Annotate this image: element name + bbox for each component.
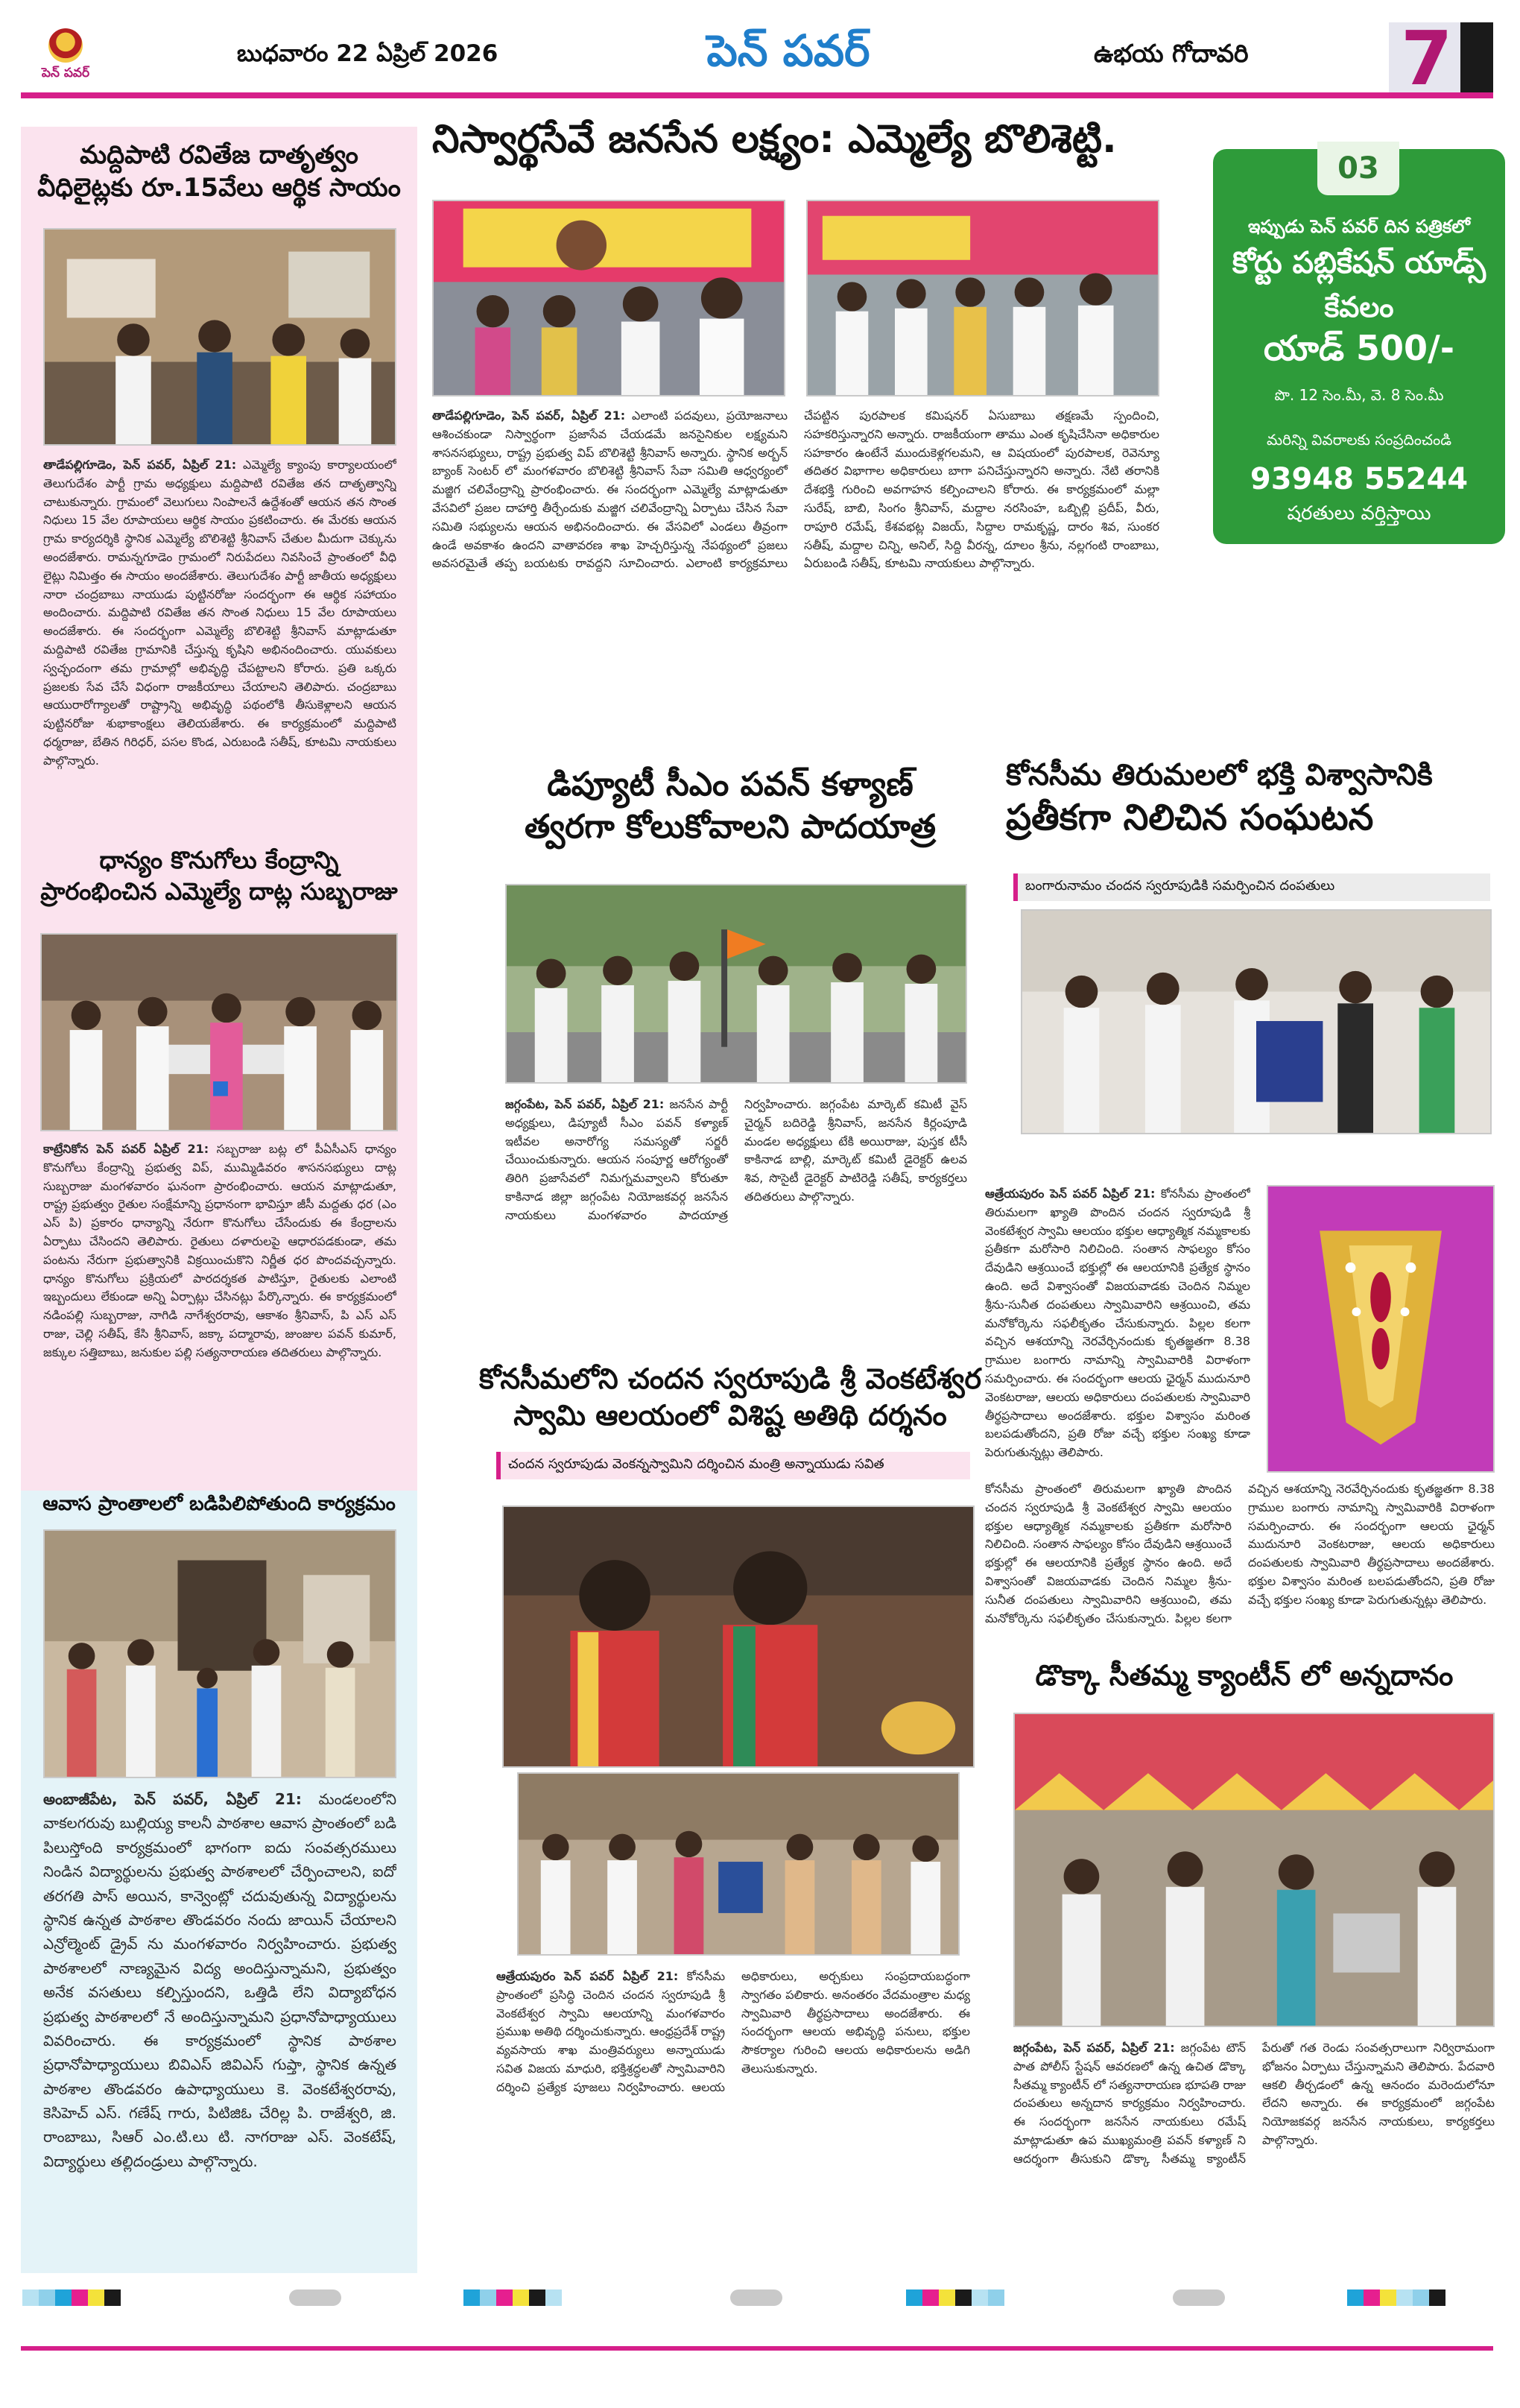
ad-terms: షరతులు వర్తిస్తాయి — [1287, 502, 1431, 525]
dateline: కాట్రేనికోన పెన్ పవర్ ఏప్రిల్ 21: — [43, 1142, 209, 1156]
page-number: 7 — [1401, 15, 1453, 102]
dateline: జగ్గంపేట, పెన్ పవర్, ఏప్రిల్ 21: — [505, 1097, 665, 1111]
left-article1-body — [43, 456, 396, 838]
logo-text: పెన్ పవర్ — [41, 66, 90, 80]
ad-title: కోర్టు పబ్లికేషన్ యాడ్స్ — [1232, 246, 1486, 280]
article-text: ఎమ్మెల్యే క్యాంపు కార్యాలయంలో తెలుగుదేశం పార్టీ గ్రామ అధ్యక్షులు మద్దిపాటి రవితేజ తన దాతృత్వాన్ని చాటుకున్నారు. గ్రామంలో వెలుగులు నింపాలనే ఉద్దేశంతో ఆయన తన సొంత నిధులు 15 వేల రూపాయలు ఆర్థిక సాయం ప్రకటించారు. ఈ మేరకు ఆయన గ్రామ కార్యదర్శికి స్థానిక ఎమ్మెల్యే బొలిశెట్టి శ్రీనివాస్ చేతుల మీదుగా చెక్కును అందజేశారు. రామన్నగూడెం గ్రామంలో నిరుపేదలు నివసించే ప్రాంతంలో వీధి లైట్లు నిమిత్తం ఈ సాయం అందజేశారు. తెలుగుదేశం పార్టీ జాతీయ అధ్యక్షులు నారా చంద్రబాబు నాయుడు పుట్టినరోజు సందర్భంగా ఈ ఆర్థిక సహాయం అందించారు. మద్దిపాటి రవితేజ తన సొంత నిధులు 15 వేల రూపాయలు అందజేశారు. ఈ సందర్భంగా ఎమ్మెల్యే బొలిశెట్టి శ్రీనివాస్ మాట్లాడుతూ మద్దిపాటి రవితేజ గ్రామానికి చేస్తున్న కృషిని అభినందించారు. యువకులు స్వచ్ఛందంగా తమ గ్రామాల్లో అభివృద్ధి చేపట్టాలని కోరారు. ప్రతి ఒక్కరు ప్రజలకు సేవ చేసే విధంగా రాజకీయాలు చేయాలని తెలిపారు. చంద్రబాబు ఆయురారోగ్యాలతో రాష్ట్రాన్ని అభివృద్ధి పథంలోకి తీసుకెళ్లాలని ఆయన పుట్టినరోజు శుభాకాంక్షలు తెలియజేశారు. ఈ కార్యక్రమంలో మద్దిపాటి ధర్మరాజు, బేతిన గిరిధర్, పసల కొండ, ఎరుబండి సతీష్, కూటమి నాయకులు పాల్గొన్నారు. — [43, 458, 396, 768]
lead-photo-left — [432, 200, 785, 396]
right-article2-body — [1013, 2039, 1495, 2267]
left-article3-headline: ఆవాస ప్రాంతాలలో బడిపిలిపోతుంది కార్యక్రమం — [42, 1493, 396, 1515]
middle-article1-photo — [505, 884, 967, 1084]
article-text: కోనసీమ ప్రాంతంలో ప్రసిద్ధి చెందిన చందన స్వరూపుడి శ్రీ వెంకటేశ్వర స్వామి ఆలయాన్ని మంగళవారం ప్రముఖ అతిథి దర్శించుకున్నారు. ఆంధ్రప్రదేశ్ రాష్ట్ర వ్యవసాయ శాఖ మంత్రివర్యులు అన్నాయుడు సవిత విజయ మాధురి, భక్తిశ్రద్ధలతో స్వామివారిని దర్శించి ప్రత్యేక పూజలు నిర్వహించారు. ఆలయ అధికారులు, అర్చకులు సంప్రదాయబద్ధంగా స్వాగతం పలికారు. అనంతరం వేదమంత్రాల మధ్య స్వామివారి తీర్థప్రసాదాలు అందజేశారు. ఈ సందర్భంగా ఆలయ అభివృద్ధి పనులు, భక్తుల సౌకర్యాల గురించి ఆలయ అధికారులను అడిగి తెలుసుకున్నారు. — [496, 1969, 970, 2094]
dateline: జగ్గంపేట, పెన్ పవర్, ఏప్రిల్ 21: — [1013, 2041, 1175, 2055]
right-article1-caption: బంగారునామం చందన స్వరూపుడికి సమర్పించిన దంపతులు — [1013, 873, 1490, 901]
left-article2-headline — [30, 845, 408, 907]
headline-line: త్వరగా కోలుకోవాలని పాదయాత్ర — [524, 808, 937, 847]
article-text: జనసేన పార్టీ అధ్యక్షులు, డిప్యూటీ సీఎం పవన్ కళ్యాణ్ ఇటీవల అనారోగ్య సమస్యతో సర్జరీ చేయించుకున్నారు. ఆయన సంపూర్ణ ఆరోగ్యంతో తిరిగి ప్రజాసేవలో నిమగ్నమవ్వాలని కోరుతూ కాకినాడ జిల్లా జగ్గంపేట నియోజకవర్గ జనసేన నాయకులు మంగళవారం పాదయాత్ర నిర్వహించారు. జగ్గంపేట మార్కెట్ కమిటీ వైస్ చైర్మన్ బదిరెడ్డి శ్రీనివాస్, జనసేన కిర్లంపూడి మండల అధ్యక్షులు టేకి అయిరాజు, పుస్తక టీసీ కాకినాడ బాల్లి, మార్కెట్ కమిటీ డైరెక్టర్ ఉలవ శివ, సొసైటీ డైరెక్టర్ పాటిరెడ్డి సతీష్, కార్యకర్తలు తదితరులు పాల్గొన్నారు. — [505, 1097, 967, 1222]
dateline: తాడేపల్లిగూడెం, పెన్ పవర్, ఏప్రిల్ 21: — [43, 458, 237, 472]
headline-line: మద్దిపాటి రవితేజ దాతృత్వం — [80, 140, 358, 170]
color-registration-bar — [463, 2290, 562, 2306]
bottom-rule — [21, 2346, 1493, 2351]
headline-line: డిప్యూటీ సీఎం పవన్ కళ్యాణ్ — [547, 765, 913, 803]
article-text: ఎలాంటి పదవులు, ప్రయోజనాలు ఆశించకుండా నిస్వార్థంగా ప్రజాసేవ చేయడమే జనసైనికుల లక్ష్యమని శాసనసభ్యులు, రాష్ట్ర ప్రభుత్వ విప్ బొలిశెట్టి శ్రీనివాస్ అన్నారు. స్థానిక అర్బన్ బ్యాంక్ సెంటర్ లో మంగళవారం బొలిశెట్టి శ్రీనివాస్ సేవా సమితి ఆధ్వర్యంలో మజ్జిగ చలివేంద్రాన్ని ప్రారంభించారు. ఈ సందర్భంగా ఎమ్మెల్యే మాట్లాడుతూ వేసవిలో ప్రజల దాహార్తి తీర్చేందుకు మజ్జిగ చలివేంద్రాన్ని ఏర్పాటు చేసిన సేవా సమితి సభ్యులను ఆయన అభినందించారు. ఈ వేసవిలో ఎండలు తీవ్రంగా ఉండే అవకాశం ఉందని వాతావరణ శాఖ హెచ్చరిస్తున్న నేపథ్యంలో ప్రజలు అవసరమైతే తప్ప బయటకు రావద్దని సూచించారు. ఎలాంటి కార్యక్రమాలు చేపట్టిన పురపాలక కమిషనర్ ఏసుబాబు తక్షణమే స్పందించి, సహకరిస్తున్నారని అన్నారు. రాజకీయంగా తాము ఎంత కృషిచేసినా అధికారుల సహకారం ఉంటేనే ముందుకెళ్లగలమని, ఆ విషయంలో పురపాలక, రెవెన్యూ తదితర విభాగాల అధికారులు బాగా పనిచేస్తున్నారని అన్నారు. నేటి తరానికి దేశభక్తి గురించి అవగాహన కల్పించాలని కోరారు. ఈ కార్యక్రమంలో మల్లా సురేష్, బాబి, సింగం శ్రీనివాస్, మద్దాల నరసింహ, ఒబ్బిల్లి ప్రదీప్, వీరు, రాపూరి రమేష్, కేశవభట్ల విజయ్, సిద్దాల రామకృష్ణ, దారం శివ, సుంకర సతీష్, మద్దాల చిన్ని, అనిల్, సిద్ది వీరన్న, దూలం శ్రీను, నల్లగంటి రాంబాబు, ఏరుబండి సతీష్, కూటమి నాయకులు పాల్గొన్నారు. — [432, 408, 1159, 571]
middle-article2-caption: చందన స్వరూపుడు వెంకన్నస్వామిని దర్శించిన మంత్రి అన్నాయుడు సవిత — [496, 1452, 970, 1479]
brand-title: పెన్ పవర్ — [706, 25, 870, 76]
headline-line: ప్రతీకగా నిలిచిన సంఘటన — [1006, 797, 1374, 838]
page-number-bar — [1460, 22, 1493, 92]
right-article2-headline: డొక్కా సీతమ్మ క్యాంటీన్ లో అన్నదానం — [1035, 1659, 1454, 1692]
masthead — [21, 15, 1493, 102]
lead-body — [432, 407, 1159, 723]
ad-size: పొ. 12 సెం.మీ, వె. 8 సెం.మీ — [1274, 386, 1444, 404]
ad-price: యాడ్ 500/- — [1264, 328, 1454, 368]
court-publication-ad — [1213, 149, 1505, 544]
article-text: కోనసీమ ప్రాంతంలో తిరుమలగా ఖ్యాతి పొందిన చందన స్వరూపుడి శ్రీ వెంకటేశ్వర స్వామి ఆలయం భక్తుల ఆధ్యాత్మిక నమ్మకాలకు ప్రతీకగా మరోసారి నిలిచింది. సంతాన సాఫల్యం కోసం దేవుడిని ఆశ్రయించే భక్తుల్లో ఈ ఆలయానికి ప్రత్యేక స్థానం ఉంది. అదే విశ్వాసంతో విజయవాడకు చెందిన నిమ్మల శ్రీను-సునీత దంపతులు స్వామివారిని ఆశ్రయించి, తమ మనోకోర్కెను సఫలీకృతం చేసుకున్నారు. పిల్లల కలగా వచ్చిన ఆశయాన్ని నెరవేర్చినందుకు కృతజ్ఞతగా 8.38 గ్రాముల బంగారు నామాన్ని స్వామివారికి విరాళంగా సమర్పించారు. ఈ సందర్భంగా ఆలయ ఛైర్మన్ ముదునూరి వెంకటరాజు, ఆలయ అధికారులు దంపతులకు స్వామివారి తీర్థప్రసాదాలు అందజేశారు. భక్తుల విశ్వాసం మరింత బలపడుతోందని, ప్రతి రోజు వచ్చే భక్తుల సంఖ్య కూడా పెరుగుతున్నట్లు తెలిపారు. — [985, 1186, 1250, 1460]
headline-line: కోనసీమ తిరుమలలో భక్తి విశ్వాసానికి — [1006, 758, 1433, 792]
left-article3-photo — [43, 1529, 396, 1778]
color-registration-bar — [1347, 2290, 1445, 2306]
article-text: సబ్బరాజు బట్ల లో పీఏసీఎస్ ధాన్యం కొనుగోలు కేంద్రాన్ని ప్రభుత్వ విప్, ముమ్మిడివరం శాసనసభ్యులు దాట్ల సుబ్బరాజు మంగళవారం ఘనంగా ప్రారంభించారు. ఆయన మాట్లాడుతూ, రాష్ట్ర ప్రభుత్వం రైతుల సంక్షేమాన్ని ప్రధానంగా భావిస్తూ జీసీ మద్దతు ధర (ఎం ఎస్ పి) ప్రకారం ధాన్యాన్ని నేరుగా కొనుగోలు చేసేందుకు ఈ కేంద్రాలను ఏర్పాటు చేసిందని తెలిపారు. రైతులు దళారులపై ఆధారపడకుండా, తమ పంటను నేరుగా ప్రభుత్వానికి విక్రయించుకొని నిర్ణీత ధర పొందవచ్చన్నారు. ధాన్యం కొనుగోలు ప్రక్రియలో పారదర్శకత పాటిస్తూ, రైతులకు ఎలాంటి ఇబ్బందులు లేకుండా అన్ని ఏర్పాట్లు చేసినట్లు పేర్కొన్నారు. ఈ కార్యక్రమంలో నడింపల్లి సుబ్బరాజు, నాగిడి నాగేశ్వరరావు, ఆకాశం శ్రీనివాస్, పి ఎస్ ఎస్ రాజు, చెల్లి సతీష్, కేసి శ్రీనివాస్, జక్కా పద్మారావు, జుంజుల పవన్ కుమార్, జక్కుల సత్తిబాబు, జనుకుల పల్లి సత్యనారాయణ తదితరులు పాల్గొన్నారు. — [43, 1142, 396, 1359]
headline-line: ప్రారంభించిన ఎమ్మెల్యే దాట్ల సుబ్బరాజు — [40, 876, 398, 906]
headline-line: ధాన్యం కొనుగోలు కేంద్రాన్ని — [99, 846, 339, 874]
color-registration-bar — [22, 2290, 121, 2306]
right-article1-photo-top — [1021, 909, 1492, 1134]
middle-article1-body — [505, 1096, 967, 1365]
right-article1-body — [985, 1185, 1250, 1468]
right-article2-photo — [1013, 1713, 1495, 2027]
ad-only-label: కేవలం — [1324, 291, 1394, 323]
left-article1-photo — [43, 228, 396, 446]
issue-date: బుధవారం 22 ఏప్రిల్ 2026 — [237, 40, 498, 67]
middle-article2-headline — [477, 1361, 984, 1435]
color-registration-bar — [906, 2290, 1004, 2306]
headline-line: స్వామి ఆలయంలో విశిష్ట అతిథి దర్శనం — [513, 1399, 947, 1432]
newspaper-logo — [25, 28, 106, 91]
left-article3-body — [43, 1787, 396, 2264]
lead-photo-right — [806, 200, 1159, 396]
left-article2-photo — [40, 933, 398, 1131]
emblem-icon — [48, 28, 83, 63]
registration-mark — [289, 2290, 341, 2306]
article-text: మండలంలోని వాకలగరువు బుల్లియ్య కాలనీ పాఠశాల ఆవాస ప్రాంతంలో బడి పిలుస్తోంది కార్యక్రమంలో భాగంగా ఐదు సంవత్సరములు నిండిన విద్యార్థులను ప్రభుత్వ పాఠశాలలో చేర్పించాలని, ఐదో తరగతి పాస్ అయిన, కాన్వెంట్లో చదువుతున్న విద్యార్థులను స్థానిక ఉన్నత పాఠశాల తొండవరం నందు జాయిన్ చేయాలని ఎన్రోల్మెంట్ డ్రైవ్ ను మంగళవారం నిర్వహించారు. ప్రభుత్వ పాఠశాలలో నాణ్యమైన విద్య అందిస్తున్నామని, ప్రభుత్వం అనేక వసతులు కల్పిస్తుందని, ఒత్తిడి లేని విద్యాబోధన ప్రభుత్వ పాఠశాలలో నే అందిస్తున్నామని ప్రధానోపాధ్యాయులు వివరించారు. ఈ కార్యక్రమంలో స్థానిక పాఠశాల ప్రధానోపాధ్యాయులు బివిఎస్ జివిఎస్ గుప్తా, స్థానిక ఉన్నత పాఠశాల తొండవరం ఉపాధ్యాయులు కె. వెంకటేశ్వరరావు, కెసిహెచ్ ఎస్. గణేష్ గారు, పిటిజిఓ చేరిల్ల పి. రాజేశ్వరి, జి. రాంబాబు, సిఆర్ ఎం.టి.లు టి. నాగరాజు ఎస్. వెంకటేష్, విద్యార్థులు తల్లిదండ్రులు పాల్గొన్నారు. — [43, 1790, 396, 2170]
left-article1-headline — [30, 139, 408, 204]
dateline: అంబాజీపేట, పెన్ పవర్, ఏప్రిల్ 21: — [43, 1790, 302, 1808]
dateline: ఆత్రేయపురం పెన్ పవర్ ఏప్రిల్ 21: — [985, 1186, 1156, 1201]
article-text: జగ్గంపేట టౌన్ పాత పోలీస్ స్టేషన్ ఆవరణలో ఉన్న ఉచిత డొక్కా సీతమ్మ క్యాంటీన్ లో సత్యనారాయణ భూపతి రాజు దంపతులు అన్నదాన కార్యక్రమం నిర్వహించారు. ఈ సందర్భంగా జనసేన నాయకులు రమేష్ మాట్లాడుతూ ఉప ముఖ్యమంత్రి పవన్ కళ్యాణ్ ని ఆదర్శంగా తీసుకుని డొక్కా సీతమ్మ క్యాంటీన్ పేరుతో గత రెండు సంవత్సరాలుగా నిర్విరామంగా భోజనం ఏర్పాటు చేస్తున్నామని తెలిపారు. పేదవారి ఆకలి తీర్చడంలో ఉన్న ఆనందం మరెందులోనూ లేదని అన్నారు. ఈ కార్యక్రమంలో జగ్గంపేట నియోజకవర్గ జనసేన నాయకులు, కార్యకర్తలు పాల్గొన్నారు. — [1013, 2041, 1495, 2166]
right-article1-body-continued — [985, 1480, 1495, 1647]
ad-phone-number: 93948 55244 — [1250, 462, 1469, 496]
edition-region: ఉభయ గోదావరి — [1094, 39, 1249, 68]
middle-article2-body — [496, 1968, 970, 2266]
registration-mark — [730, 2290, 782, 2306]
middle-article2-photo-top — [502, 1505, 975, 1768]
middle-article1-headline — [477, 763, 984, 848]
lead-headline: నిస్వార్థసేవే జనసేన లక్ష్యం: ఎమ్మెల్యే బొలిశెట్టి. — [432, 117, 1117, 162]
left-article2-body — [43, 1140, 396, 1468]
page-number-box — [1389, 15, 1493, 102]
ad-number-badge: 03 — [1317, 142, 1399, 195]
ad-contact-label: మరిన్ని వివరాలకు సంప్రదించండి — [1266, 431, 1452, 449]
headline-line: వీధిలైట్లకు రూ.15వేలు ఆర్థిక సాయం — [37, 173, 401, 203]
right-article1-gold-namam-photo — [1267, 1185, 1495, 1473]
headline-line: కోనసీమలోని చందన స్వరూపుడి శ్రీ వెంకటేశ్వర — [478, 1362, 982, 1395]
ad-intro: ఇప్పుడు పెన్ పవర్ దిన పత్రికలో — [1247, 216, 1471, 237]
right-article1-headline — [1006, 756, 1498, 841]
registration-mark — [1173, 2290, 1225, 2306]
dateline: ఆత్రేయపురం పెన్ పవర్ ఏప్రిల్ 21: — [496, 1969, 679, 1983]
dateline: తాడేపల్లిగూడెం, పెన్ పవర్, ఏప్రిల్ 21: — [432, 408, 626, 423]
article-text-continued: కోనసీమ ప్రాంతంలో తిరుమలగా ఖ్యాతి పొందిన చందన స్వరూపుడి శ్రీ వెంకటేశ్వర స్వామి ఆలయం భక్తుల ఆధ్యాత్మిక నమ్మకాలకు ప్రతీకగా మరోసారి నిలిచింది. సంతాన సాఫల్యం కోసం దేవుడిని ఆశ్రయించే భక్తుల్లో ఈ ఆలయానికి ప్రత్యేక స్థానం ఉంది. అదే విశ్వాసంతో విజయవాడకు చెందిన నిమ్మల శ్రీను-సునీత దంపతులు స్వామివారిని ఆశ్రయించి, తమ మనోకోర్కెను సఫలీకృతం చేసుకున్నారు. పిల్లల కలగా వచ్చిన ఆశయాన్ని నెరవేర్చినందుకు కృతజ్ఞతగా 8.38 గ్రాముల బంగారు నామాన్ని స్వామివారికి విరాళంగా సమర్పించారు. ఈ సందర్భంగా ఆలయ ఛైర్మన్ ముదునూరి వెంకటరాజు, ఆలయ అధికారులు దంపతులకు స్వామివారి తీర్థప్రసాదాలు అందజేశారు. భక్తుల విశ్వాసం మరింత బలపడుతోందని, ప్రతి రోజు వచ్చే భక్తుల సంఖ్య కూడా పెరుగుతున్నట్లు తెలిపారు. — [985, 1482, 1495, 1625]
middle-article2-photo-bottom — [517, 1772, 960, 1956]
